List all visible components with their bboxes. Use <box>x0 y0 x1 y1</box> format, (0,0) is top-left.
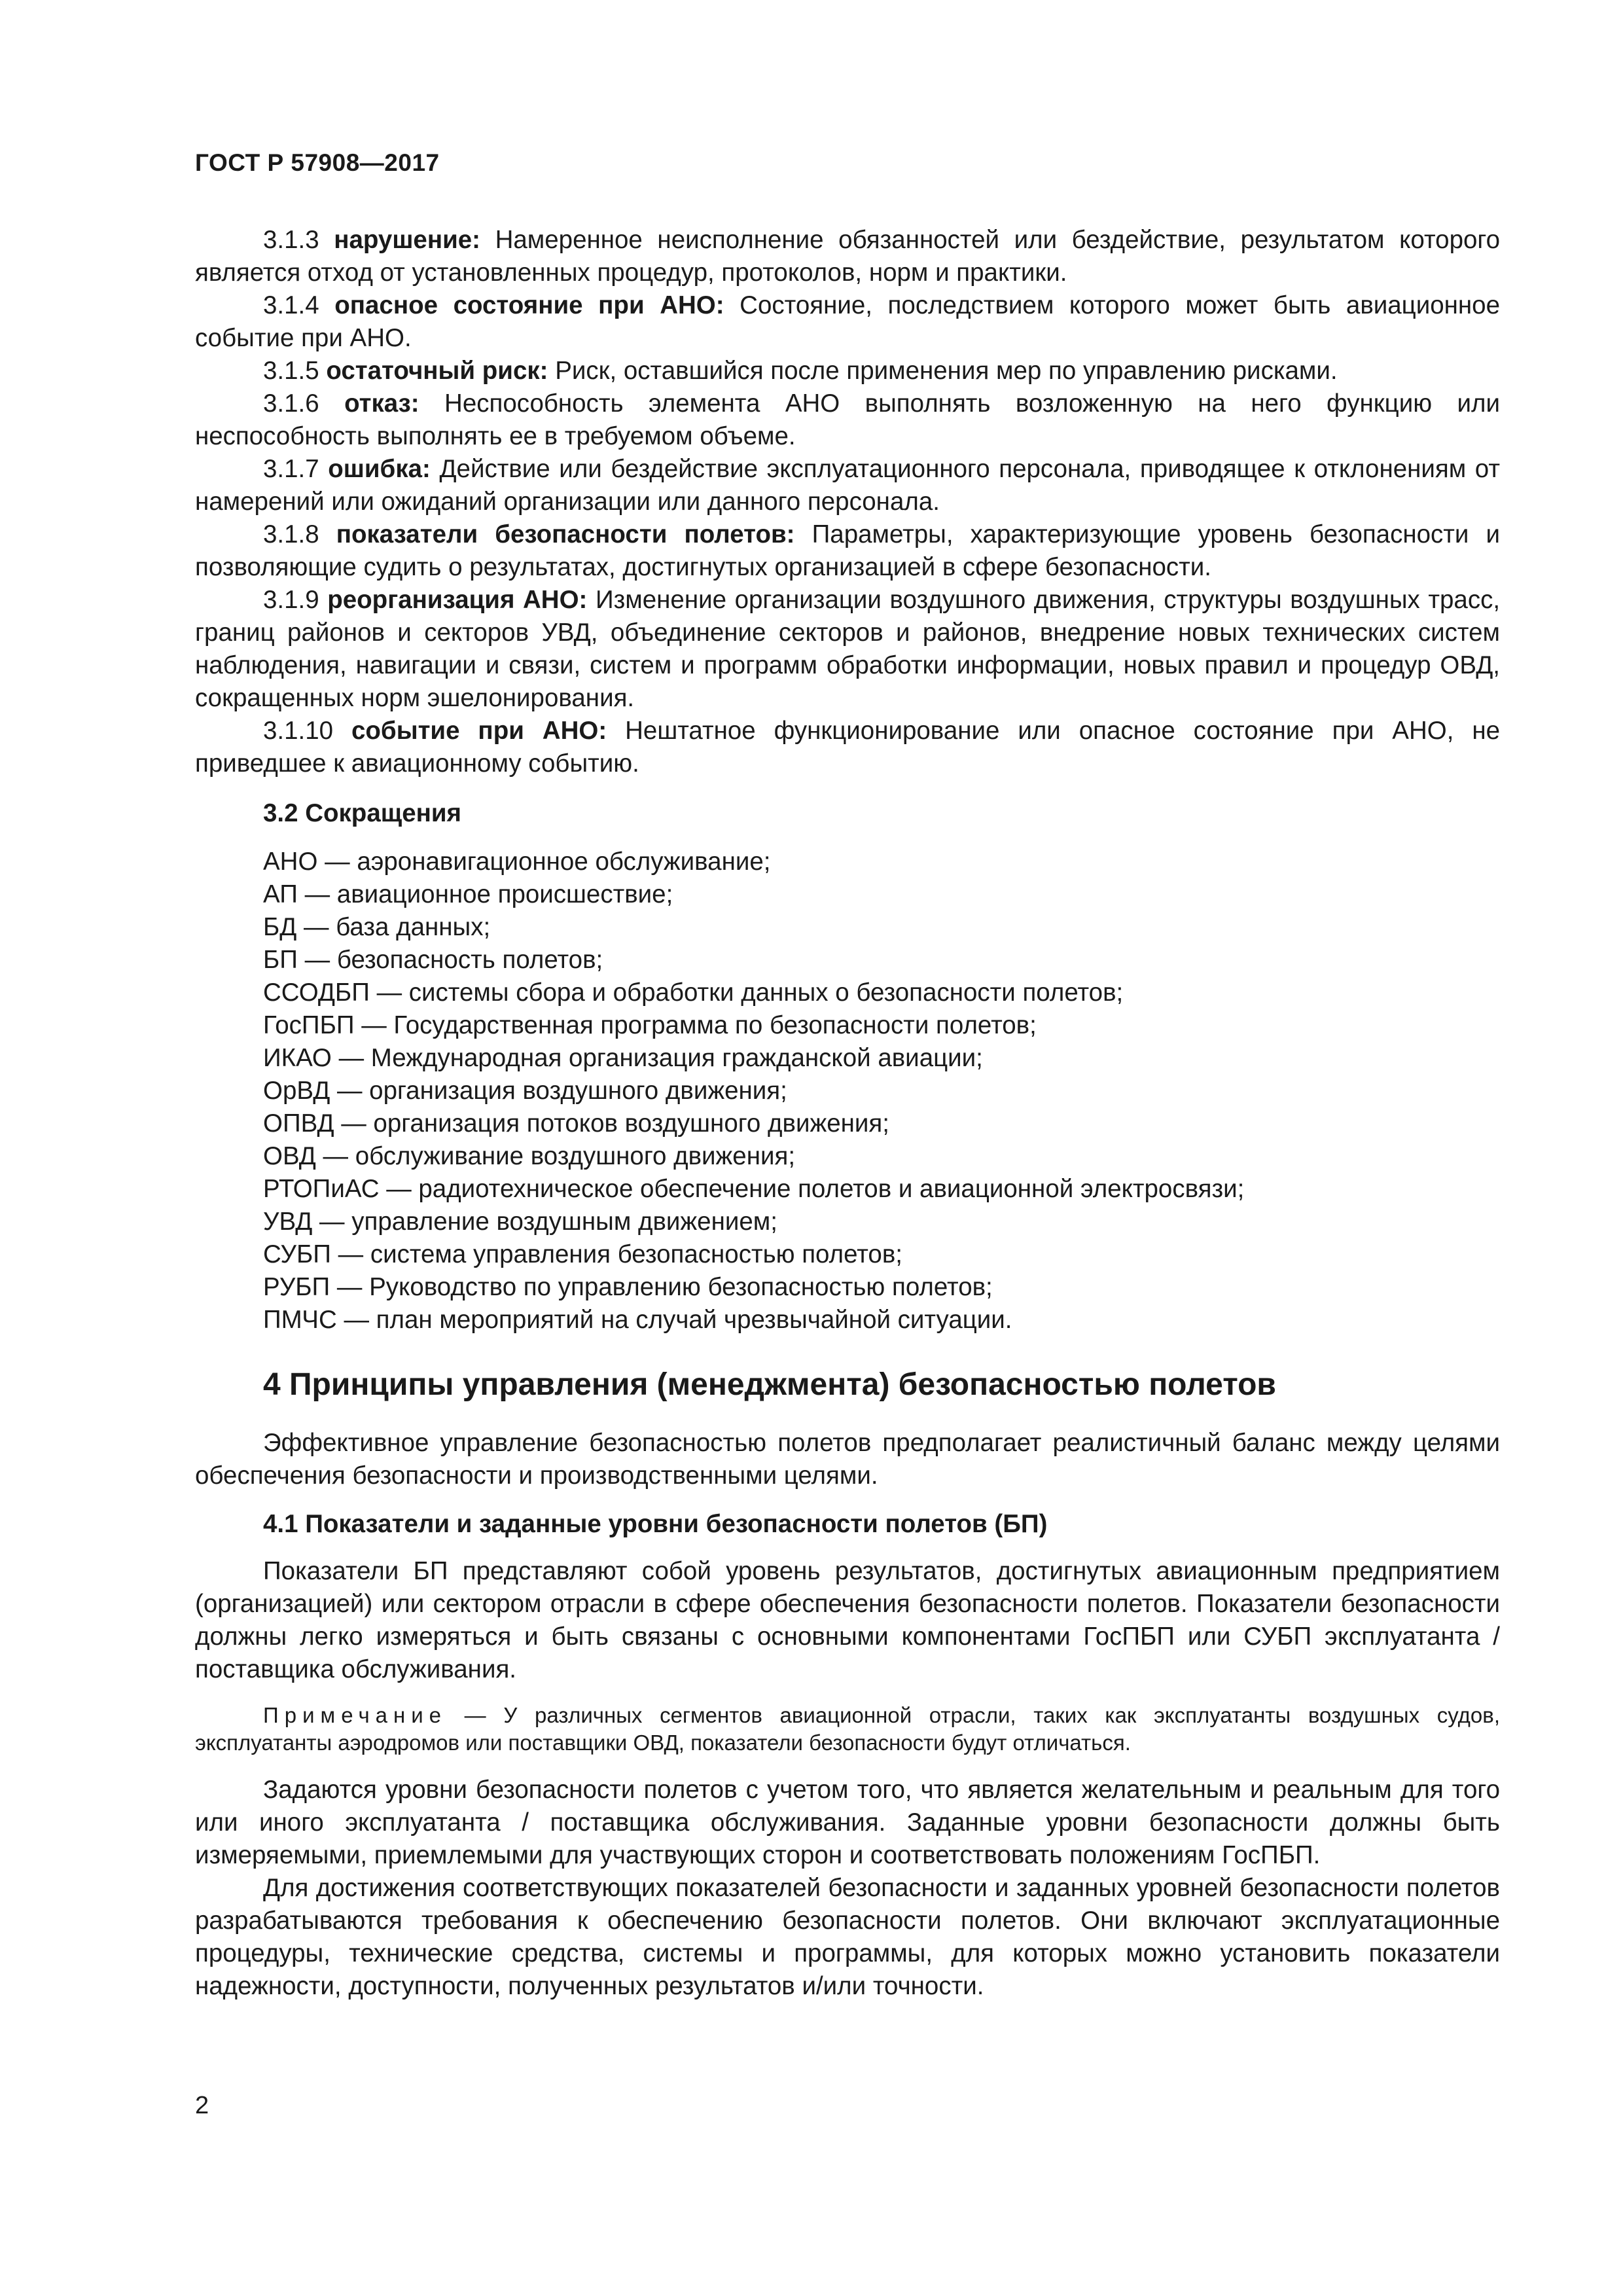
abbreviation-item: БП — безопасность полетов; <box>263 946 603 974</box>
definition-number: 3.1.5 <box>263 357 319 385</box>
paragraph: Задаются уровни безопасности полетов с учетом того, что является желательным и реальным для того или иного эксплуатанта / поставщика обслуживания. Заданные уровни безопасности должны быть измеряемыми, приемлемыми для участвующих сторон и соответствовать положениям ГосПБП. <box>195 1776 1500 1869</box>
definition-item <box>195 355 1500 387</box>
abbreviation-item: ГосПБП — Государственная программа по безопасности полетов; <box>263 1011 1037 1039</box>
definition-term: реорганизация АНО: <box>327 586 588 614</box>
abbreviation-item: БД — база данных; <box>263 913 491 941</box>
definition-number: 3.1.10 <box>263 717 334 745</box>
definition-term: нарушение: <box>334 226 480 254</box>
definition-text: Нештатное функционирование или опасное состояние при АНО, не приведшее к авиационному событию. <box>195 717 1501 778</box>
definition-term: показатели безопасности полетов: <box>336 520 795 548</box>
definition-term: остаточный риск: <box>326 357 548 385</box>
abbreviation-item: РТОПиАС — радиотехническое обеспечение полетов и авиационной электросвязи; <box>263 1175 1245 1203</box>
definition-text: Изменение организации воздушного движения, структуры воздушных трасс, границ районов и секторов УВД, объединение секторов и районов, внедрение новых технических систем наблюдения, навигации и связи, систем и программ обработки информации, новых правил и процедур ОВД, сокращенных норм эшелонирования. <box>195 586 1501 712</box>
abbreviation-item: ССОДБП — системы сбора и обработки данных о безопасности полетов; <box>263 978 1124 1007</box>
paragraph: Для достижения соответствующих показателей безопасности и заданных уровней безопасности полетов разрабатываются требования к обеспечению безопасности полетов. Они включают эксплуатационные процедуры, технические средства, системы и программы, для которых можно установить показатели надежности, доступности, полученных результатов и/или точности. <box>195 1874 1500 2000</box>
definition-term: ошибка: <box>328 455 431 483</box>
definition-item <box>195 224 1500 289</box>
abbreviation-item: ОрВД — организация воздушного движения; <box>263 1077 787 1105</box>
abbreviation-item: РУБП — Руководство по управлению безопасностью полетов; <box>263 1273 993 1301</box>
page-content <box>195 224 1500 2003</box>
definition-item <box>195 453 1500 518</box>
definition-term: событие при АНО: <box>351 717 607 745</box>
abbreviation-item: ИКАО — Международная организация гражданской авиации; <box>263 1044 983 1072</box>
section-intro: Эффективное управление безопасностью полетов предполагает реалистичный баланс между целями обеспечения безопасности и производственными целями. <box>195 1429 1500 1490</box>
abbreviation-item: АП — авиационное происшествие; <box>263 880 673 908</box>
definition-number: 3.1.8 <box>263 520 319 548</box>
note-text: — У различных сегментов авиационной отрасли, таких как эксплуатанты воздушных судов, эксплуатанты аэродромов или поставщики ОВД, показатели безопасности будут отличаться. <box>195 1703 1500 1755</box>
section-heading: 4 Принципы управления (менеджмента) безопасностью полетов <box>263 1367 1276 1402</box>
definition-item <box>195 518 1500 584</box>
definition-term: опасное состояние при АНО: <box>334 291 724 319</box>
note <box>195 1702 1500 1757</box>
abbreviation-item: СУБП — система управления безопасностью полетов; <box>263 1240 902 1268</box>
definition-item <box>195 584 1500 715</box>
definition-text: Риск, оставшийся после применения мер по управлению рисками. <box>555 357 1338 385</box>
subsection-heading: 4.1 Показатели и заданные уровни безопасности полетов (БП) <box>263 1510 1048 1538</box>
note-label: Примечание <box>263 1703 448 1727</box>
definition-item <box>195 715 1500 780</box>
abbreviation-item: ОПВД — организация потоков воздушного движения; <box>263 1109 889 1138</box>
paragraph: Показатели БП представляют собой уровень результатов, достигнутых авиационным предприятием (организацией) или сектором отрасли в сфере обеспечения безопасности полетов. Показатели безопасности должны легко измеряться и быть связаны с основными компонентами ГосПБП или СУБП эксплуатанта / поставщика обслуживания. <box>195 1557 1500 1683</box>
abbreviation-item: ОВД — обслуживание воздушного движения; <box>263 1142 796 1170</box>
abbreviations-heading: 3.2 Сокращения <box>263 799 462 827</box>
page-number: 2 <box>195 2092 209 2119</box>
definition-number: 3.1.7 <box>263 455 319 483</box>
definition-text: Параметры, характеризующие уровень безопасности и позволяющие судить о результатах, достигнутых организацией в сфере безопасности. <box>195 520 1501 581</box>
definition-item <box>195 387 1500 453</box>
abbreviation-item: ПМЧС — план мероприятий на случай чрезвычайной ситуации. <box>263 1306 1012 1334</box>
definition-number: 3.1.6 <box>263 389 319 418</box>
document-header: ГОСТ Р 57908—2017 <box>195 149 440 176</box>
definition-text: Действие или бездействие эксплуатационного персонала, приводящее к отклонениям от намерений или ожиданий организации или данного персонала. <box>195 455 1501 516</box>
definition-text: Состояние, последствием которого может быть авиационное событие при АНО. <box>195 291 1500 352</box>
abbreviations-list <box>195 846 1500 1336</box>
definition-item <box>195 289 1500 355</box>
definition-term: отказ: <box>344 389 419 418</box>
abbreviation-item: УВД — управление воздушным движением; <box>263 1208 777 1236</box>
abbreviation-item: АНО — аэронавигационное обслуживание; <box>263 848 771 876</box>
definition-text: Намеренное неисполнение обязанностей или бездействие, результатом которого является отход от установленных процедур, протоколов, норм и практики. <box>195 226 1501 287</box>
definition-number: 3.1.3 <box>263 226 319 254</box>
definition-number: 3.1.9 <box>263 586 319 614</box>
definition-text: Неспособность элемента АНО выполнять возложенную на него функцию или неспособность выполнять ее в требуемом объеме. <box>195 389 1500 450</box>
definition-number: 3.1.4 <box>263 291 319 319</box>
